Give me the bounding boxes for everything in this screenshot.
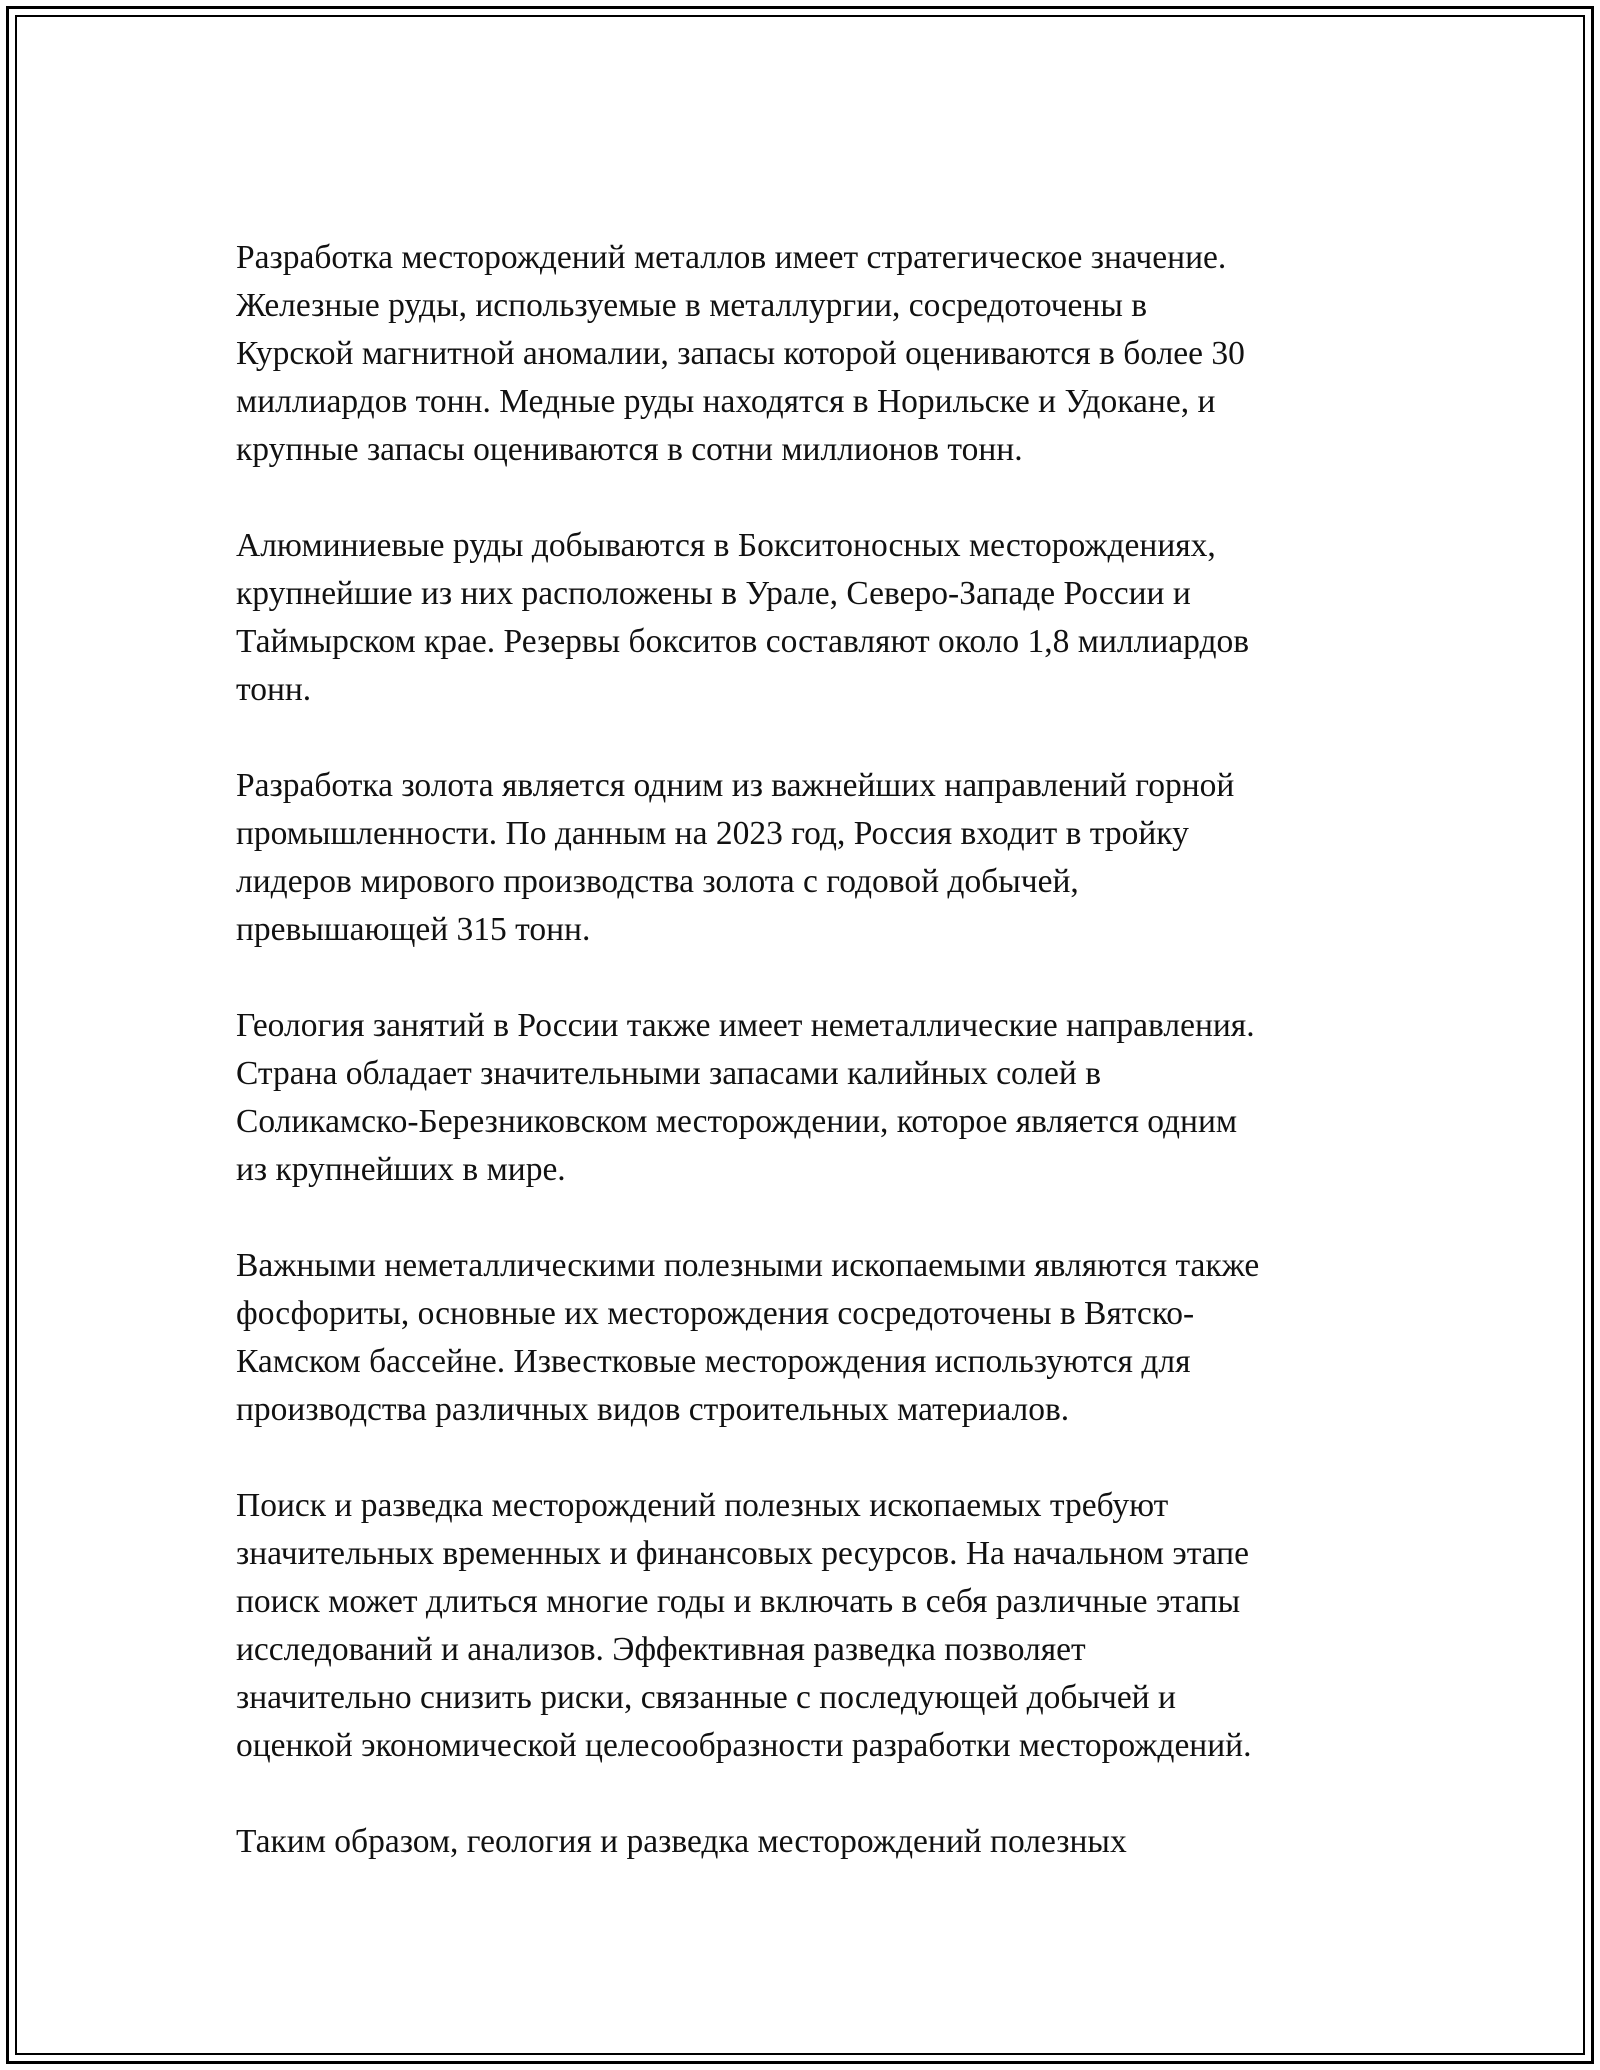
text-line: исследований и анализов. Эффективная разведка позволяет (236, 1631, 1086, 1668)
text-line: фосфориты, основные их месторождения сосредоточены в Вятско- (236, 1295, 1195, 1332)
text-line: лидеров мирового производства золота с годовой добычей, (236, 863, 1079, 900)
text-line: Страна обладает значительными запасами калийных солей в (236, 1055, 1102, 1092)
paragraph-aluminium (236, 522, 1376, 714)
paragraph-conclusion (236, 1818, 1376, 1866)
text-line: тонн. (236, 671, 312, 708)
text-line: крупные запасы оцениваются в сотни миллионов тонн. (236, 431, 1023, 468)
text-line: оценкой экономической целесообразности разработки месторождений. (236, 1727, 1252, 1764)
document-body (236, 234, 1376, 1914)
text-line: промышленности. По данным на 2023 год, Россия входит в тройку (236, 815, 1189, 852)
text-line: Важными неметаллическими полезными ископаемыми являются также (236, 1247, 1260, 1284)
text-line: превышающей 315 тонн. (236, 911, 591, 948)
text-line: производства различных видов строительных материалов. (236, 1391, 1070, 1428)
text-line: Курской магнитной аномалии, запасы которой оцениваются в более 30 (236, 335, 1245, 372)
text-line: Соликамско-Березниковском месторождении, которое является одним (236, 1103, 1238, 1140)
text-line: Алюминиевые руды добываются в Бокситоносных месторождениях, (236, 527, 1216, 564)
text-line: Камском бассейне. Известковые месторождения используются для (236, 1343, 1191, 1380)
text-line: Разработка золота является одним из важнейших направлений горной (236, 767, 1235, 804)
text-line: поиск может длиться многие годы и включать в себя различные этапы (236, 1583, 1241, 1620)
paragraph-gold (236, 762, 1376, 954)
paragraph-nonmetallic (236, 1002, 1376, 1194)
text-line: Железные руды, используемые в металлургии, сосредоточены в (236, 287, 1148, 324)
text-line: Разработка месторождений металлов имеет стратегическое значение. (236, 239, 1227, 276)
text-line: Таймырском крае. Резервы бокситов составляют около 1,8 миллиардов (236, 623, 1250, 660)
text-line: Геология занятий в России также имеет неметаллические направления. (236, 1007, 1255, 1044)
paragraph-metals (236, 234, 1376, 474)
text-line: миллиардов тонн. Медные руды находятся в Норильске и Удокане, и (236, 383, 1216, 420)
text-line: крупнейшие из них расположены в Урале, Северо-Западе России и (236, 575, 1191, 612)
paragraph-phosphorites (236, 1242, 1376, 1434)
paragraph-exploration (236, 1482, 1376, 1770)
text-line: значительных временных и финансовых ресурсов. На начальном этапе (236, 1535, 1249, 1572)
text-line: значительно снизить риски, связанные с последующей добычей и (236, 1679, 1176, 1716)
text-line: Поиск и разведка месторождений полезных ископаемых требуют (236, 1487, 1169, 1524)
text-line: Таким образом, геология и разведка месторождений полезных (236, 1823, 1127, 1860)
text-line: из крупнейших в мире. (236, 1151, 566, 1188)
